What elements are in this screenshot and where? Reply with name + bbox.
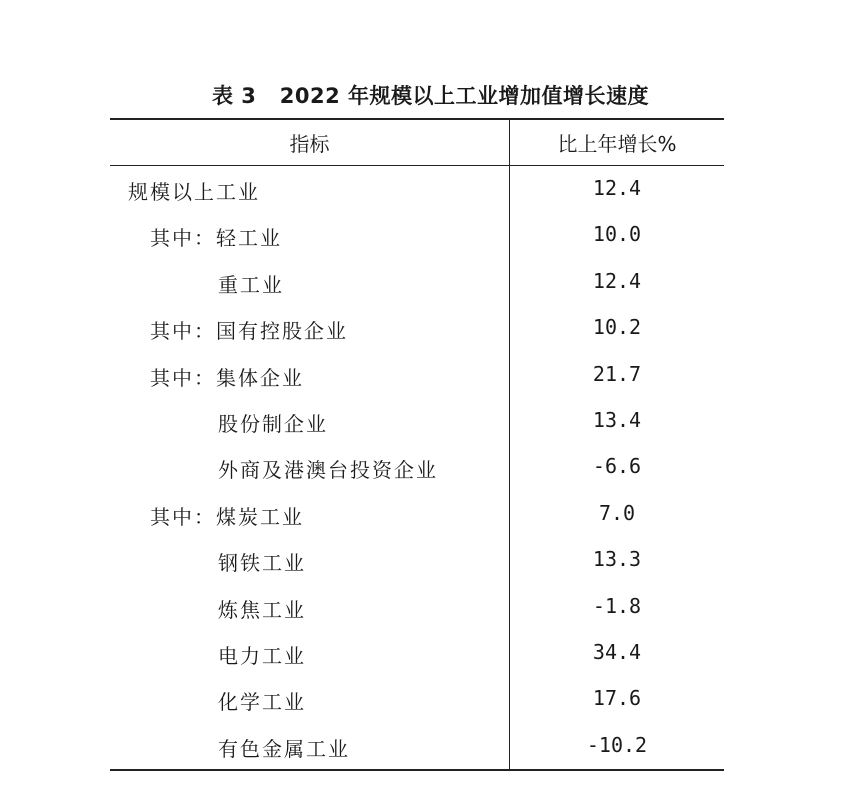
- row-indicator-name: 规模以上工业: [128, 180, 260, 204]
- row-indicator-name: 其中：集体企业: [150, 365, 304, 390]
- table-row: [110, 398, 724, 444]
- table-title: 表 3 2022 年规模以上工业增加值增长速度: [211, 84, 650, 108]
- row-growth-value: -10.2: [586, 732, 648, 757]
- row-indicator-name: 其中：国有控股企业: [150, 319, 348, 344]
- row-indicator-name: 钢铁工业: [218, 551, 306, 576]
- table-row: [110, 584, 724, 630]
- table-row: [110, 259, 724, 305]
- table-row: [110, 723, 724, 769]
- row-growth-value: 12.4: [592, 268, 642, 293]
- row-indicator-name: 其中：煤炭工业: [150, 504, 304, 529]
- row-indicator-name: 重工业: [218, 272, 284, 297]
- table-row: [110, 630, 724, 676]
- row-growth-value: 21.7: [592, 361, 642, 386]
- table-top-rule: [110, 118, 724, 120]
- row-growth-value: 17.6: [592, 686, 642, 711]
- table-row: [110, 166, 724, 212]
- row-indicator-name: 有色金属工业: [218, 736, 350, 761]
- row-growth-value: 13.4: [592, 407, 642, 432]
- row-growth-value: 13.3: [592, 547, 642, 572]
- row-indicator-name: 股份制企业: [218, 411, 328, 436]
- row-growth-value: -6.6: [592, 454, 642, 479]
- row-indicator-name: 外商及港澳台投资企业: [218, 458, 438, 483]
- header-growth-percent: 比上年增长%: [557, 132, 677, 156]
- table-body: [110, 166, 724, 769]
- row-indicator-name: 炼焦工业: [218, 597, 306, 622]
- table-row: [110, 676, 724, 722]
- row-growth-value: 10.0: [592, 222, 642, 247]
- table-row: [110, 305, 724, 351]
- row-indicator-name: 电力工业: [218, 643, 306, 668]
- table-row: [110, 212, 724, 258]
- row-growth-value: 34.4: [592, 639, 642, 664]
- header-indicator: 指标: [289, 132, 330, 156]
- row-growth-value: 7.0: [598, 500, 636, 525]
- row-growth-value: 10.2: [592, 315, 642, 340]
- table-row: [110, 444, 724, 490]
- row-growth-value: 12.4: [592, 176, 642, 200]
- table-row: [110, 537, 724, 583]
- table-row: [110, 491, 724, 537]
- table-bottom-rule: [110, 769, 724, 771]
- row-growth-value: -1.8: [592, 593, 642, 618]
- row-indicator-name: 其中：轻工业: [150, 226, 282, 251]
- table-row: [110, 352, 724, 398]
- row-indicator-name: 化学工业: [218, 690, 306, 715]
